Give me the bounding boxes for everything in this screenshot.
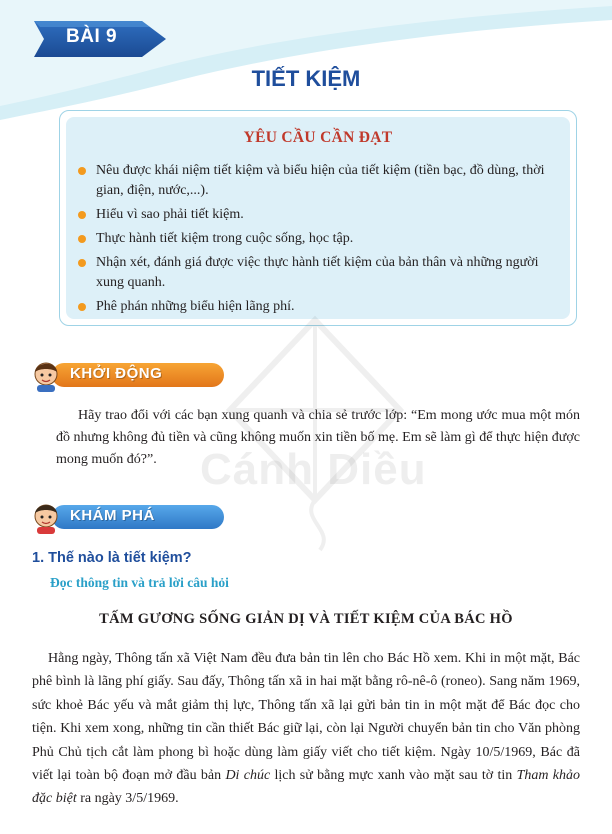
story-body <box>32 647 580 811</box>
student-mascot-icon <box>30 360 66 392</box>
requirements-title: YÊU CẦU CẦN ĐẠT <box>243 129 393 146</box>
explorer-mascot-icon <box>30 502 66 534</box>
requirement-text: Thực hành tiết kiệm trong cuộc sống, học tập. <box>96 231 354 246</box>
requirement-text: Nhận xét, đánh giá được việc thực hành tiết kiệm của bản thân và những người xung quanh. <box>96 255 539 290</box>
lesson-badge <box>30 17 170 61</box>
story-title: TẤM GƯƠNG SỐNG GIẢN DỊ VÀ TIẾT KIỆM CỦA BÁC HỒ <box>99 611 513 627</box>
story-text-3: ra ngày 3/5/1969. <box>76 791 179 807</box>
explore-banner <box>30 502 210 532</box>
bullet-icon <box>78 303 86 311</box>
requirement-text: Nêu được khái niệm tiết kiệm và biểu hiện của tiết kiệm (tiền bạc, đồ dùng, thời gian, điện, nước,...). <box>96 163 545 198</box>
story-italic-2: Tham khảo đặc biệt <box>32 768 580 807</box>
story-text-2: lịch sử bằng mực xanh vào mặt sau tờ tin <box>270 768 517 784</box>
lesson-number: BÀI 9 <box>66 26 118 47</box>
bullet-icon <box>78 167 86 175</box>
bullet-icon <box>78 235 86 243</box>
bullet-icon <box>78 259 86 267</box>
story-text-1: Hằng ngày, Thông tấn xã Việt Nam đều đưa bản tin lên cho Bác Hồ xem. Khi in một mặt, Bác phê bình là lãng phí giấy. Sau đấy, Thông tấn xã in hai mặt bằng rô-nê-ô (roneo). Sang năm 1969, sức khoẻ Bác yếu và mắt giảm thị lực, Thông tấn xã lại gửi bản tin in một mặt để Bác đọc cho tiện. Khi xem xong, những tin cần thiết Bác giữ lại, còn lại Người chuyển bản tin cho Văn phòng Phủ Chủ tịch cắt làm phong bì hoặc dùng làm giấy viết cho tiết kiệm. Ngày 10/5/1969, Bác đã viết lại toàn bộ đoạn mở đầu bản <box>32 651 580 784</box>
requirements-box <box>59 110 577 326</box>
requirements-list <box>74 161 556 321</box>
instruction-text: Đọc thông tin và trả lời câu hỏi <box>50 575 229 590</box>
publisher-watermark: Cánh Diều <box>200 445 427 494</box>
warmup-banner <box>30 360 210 390</box>
warmup-text: Hãy trao đổi với các bạn xung quanh và chia sẻ trước lớp: “Em mong ước mua một món đồ nhưng không đủ tiền và cũng không muốn xin tiền bố mẹ. Em sẽ làm gì để thực hiện được mong muốn đó?”. <box>56 408 580 467</box>
requirement-item <box>74 161 556 201</box>
warmup-label: KHỞI ĐỘNG <box>70 365 163 382</box>
lesson-title: TIẾT KIỆM <box>251 66 361 91</box>
story-italic-1: Di chúc <box>225 768 271 784</box>
requirements-panel <box>66 117 570 319</box>
requirement-item <box>74 205 556 225</box>
bullet-icon <box>78 211 86 219</box>
explore-label: KHÁM PHÁ <box>70 507 155 524</box>
question-heading: 1. Thế nào là tiết kiệm? <box>32 550 192 566</box>
requirement-text: Hiểu vì sao phải tiết kiệm. <box>96 207 244 222</box>
requirement-text: Phê phán những biểu hiện lãng phí. <box>96 299 295 314</box>
requirement-item <box>74 229 556 249</box>
requirement-item <box>74 253 556 293</box>
